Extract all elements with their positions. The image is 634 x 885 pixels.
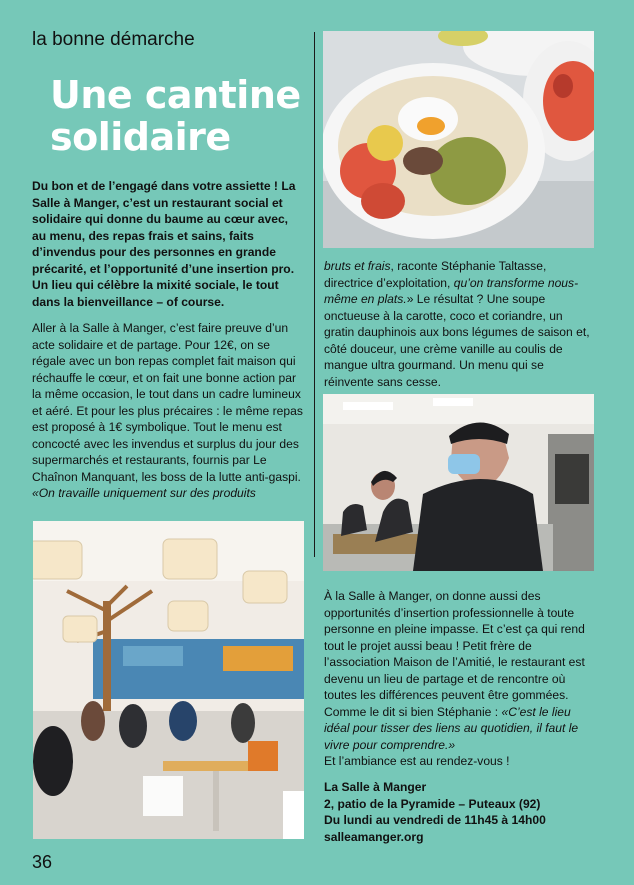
body3-quote: «C’est le lieu idéal pour tisser des liens au quotidien, il faut le vivre pour comprendre.» (324, 704, 579, 752)
venue-info (324, 779, 596, 845)
body3-text: À la Salle à Manger, on donne aussi des opportunités d’insertion professionnelle à toute personne en pleine impasse. Et c’est ça qui rend tout le projet aussi beau ! Petit frère de l’association Maison de l’Amitié, le restaurant est devenu un lieu de partage et de rencontre où toutes les différences peuvent être gommées. Comme le dit si bien Stéphanie : (324, 589, 585, 719)
title-line-1: Une cantine (50, 73, 301, 117)
body2-quote-2: qu’on transforme nous-même en plats. (324, 275, 579, 306)
dining-room-photo (33, 521, 304, 839)
venue-hours: Du lundi au vendredi de 11h45 à 14h00 (324, 813, 546, 827)
food-bowls-photo (323, 31, 594, 248)
venue-address: 2, patio de la Pyramide – Puteaux (92) (324, 796, 541, 811)
body2-quote-1: bruts et frais (324, 259, 391, 273)
body3-end: Et l’ambiance est au rendez-vous ! (324, 754, 510, 768)
section-rubric: la bonne démarche (32, 29, 195, 50)
title-line-2: solidaire (50, 115, 231, 159)
body-paragraph-1 (32, 320, 306, 502)
body1-quote: «On travaille uniquement sur des produits (32, 486, 256, 500)
body-paragraph-3 (324, 588, 596, 770)
kitchen-staff-photo (323, 394, 594, 571)
page-number: 36 (32, 852, 53, 872)
body2-text-2: » Le résultat ? Une soupe onctueuse à la carotte, coco et coriandre, un gratin dauphinois aux bons légumes de saison et, côté douceur, une crème vanille au coulis de mangue ultra gourmand. Un menu qui se réinvente sans cesse. (324, 292, 590, 389)
body-paragraph-2 (324, 258, 596, 390)
article-title (50, 74, 320, 158)
body1-text: Aller à la Salle à Manger, c’est faire preuve d’un acte solidaire et de partage. Pour 12€, on se régale avec un bon repas complet fait maison qui réchauffe le cœur, et on fait une bonne action par la même occasion, le tout dans un cadre lumineux et aéré. Et pour les plus précaires : le même repas est proposé à 1€ symbolique. Tout le menu est concocté avec les invendus et surplus du jour des supermarchés et restaurants, fournis par Le Chaînon Manquant, les boss de la lutte anti-gaspi. (32, 321, 303, 484)
article-lead: Du bon et de l’engagé dans votre assiette ! La Salle à Manger, c’est un restaurant social et solidaire qui donne du baume au cœur avec, au menu, des repas frais et sains, faits d’invendus pour des personnes en grande précarité, et l’opportunité d’une insertion pro. Un lieu qui célèbre la mixité sociale, le tout dans la bienveillance – of course. (32, 179, 296, 309)
venue-name: La Salle à Manger (324, 780, 427, 794)
column-divider (314, 32, 315, 557)
venue-website[interactable]: salleamanger.org (324, 829, 424, 844)
body2-text-1: , raconte Stéphanie Taltasse, directrice d’exploitation, (324, 259, 547, 290)
